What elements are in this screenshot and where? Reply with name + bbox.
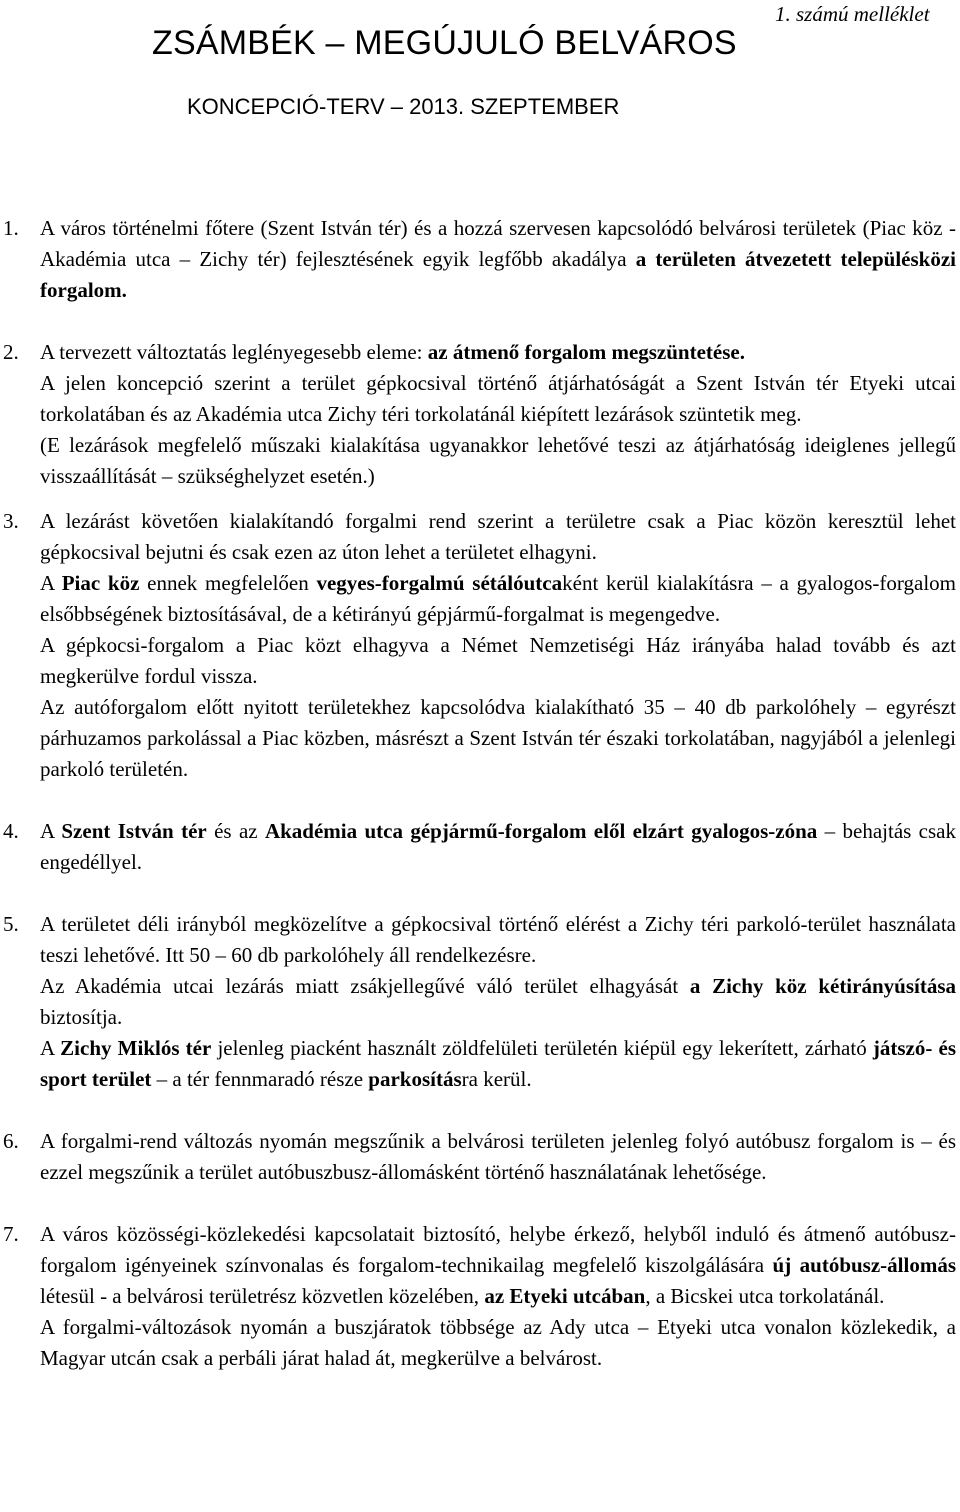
paragraph: A forgalmi-változások nyomán a buszjáratok többsége az Ady utca – Etyeki utca vonalon közlekedik, a Magyar utcán csak a perbáli járat halad át, megkerülve a belvárost.: [40, 1315, 956, 1370]
item-number: 6.: [3, 1129, 19, 1153]
page-title: ZSÁMBÉK – MEGÚJULÓ BELVÁROS: [152, 24, 737, 62]
paragraph: A Zichy Miklós tér jelenleg piacként használt zöldfelületi területén kiépül egy lekerített, zárható játszó- és sport terület – a tér fennmaradó része parkosításra kerül.: [40, 1036, 956, 1091]
paragraph: A város történelmi főtere (Szent István tér) és a hozzá szervesen kapcsolódó belvárosi területek (Piac köz - Akadémia utca – Zichy tér) fejlesztésének egyik legfőbb akadálya a területen átvezetett településközi forgalom.: [40, 216, 956, 302]
paragraph: A tervezett változtatás leglényegesebb eleme: az átmenő forgalom megszüntetése.: [40, 340, 745, 364]
list-item-3: [0, 506, 960, 785]
paragraph: A területet déli irányból megközelítve a gépkocsival történő elérést a Zichy téri parkoló-terület használata teszi lehetővé. Itt 50 – 60 db parkolóhely áll rendelkezésre.: [40, 912, 956, 967]
emphasis: az átmenő forgalom megszüntetése.: [427, 340, 745, 364]
item-number: 4.: [3, 819, 19, 843]
list-item-2: [0, 337, 960, 492]
paragraph: A forgalmi-rend változás nyomán megszűnik a belvárosi területen jelenleg folyó autóbusz forgalom is – és ezzel megszűnik a terület autóbuszbusz-állomásként történő használatának lehetősége.: [40, 1129, 956, 1184]
page-subtitle: KONCEPCIÓ-TERV – 2013. SZEPTEMBER: [187, 94, 620, 119]
list-item-6: [0, 1126, 960, 1188]
item-number: 3.: [3, 509, 19, 533]
item-number: 2.: [3, 340, 19, 364]
document-body: [0, 213, 960, 1374]
item-number: 1.: [3, 216, 19, 240]
annex-label: 1. számú melléklet: [775, 2, 930, 26]
list-item-1: [0, 213, 960, 306]
item-number: 5.: [3, 912, 19, 936]
paragraph: A Szent István tér és az Akadémia utca gépjármű-forgalom elől elzárt gyalogos-zóna – behajtás csak engedéllyel.: [40, 819, 956, 874]
paragraph: A Piac köz ennek megfelelően vegyes-forgalmú sétálóutcaként kerül kialakításra – a gyalogos-forgalom elsőbbségének biztosításával, de a kétirányú gépjármű-forgalmat is megengedve.: [40, 571, 956, 626]
paragraph: Az autóforgalom előtt nyitott területekhez kapcsolódva kialakítható 35 – 40 db parkolóhely – egyrészt párhuzamos parkolással a Piac közben, másrészt a Szent István tér északi torkolatában, nagyjából a jelenlegi parkoló területén.: [40, 695, 956, 781]
paragraph: A város közösségi-közlekedési kapcsolatait biztosító, helybe érkező, helyből induló és átmenő autóbusz-forgalom igényeinek színvonalas és forgalom-technikailag megfelelő kiszolgálására új autóbusz-állomás létesül - a belvárosi területrész közvetlen közelében, az Etyeki utcában, a Bicskei utca torkolatánál.: [40, 1222, 956, 1308]
item-number: 7.: [3, 1222, 19, 1246]
paragraph: A lezárást követően kialakítandó forgalmi rend szerint a területre csak a Piac közön keresztül lehet gépkocsival bejutni és csak ezen az úton lehet a területet elhagyni.: [40, 509, 956, 564]
emphasis: a területen átvezetett településközi forgalom.: [40, 247, 956, 302]
list-item-4: [0, 816, 960, 878]
list-item-5: [0, 909, 960, 1095]
paragraph: A jelen koncepció szerint a terület gépkocsival történő átjárhatóságát a Szent István tér Etyeki utcai torkolatában és az Akadémia utca Zichy téri torkolatánál kiépített lezárások szüntetik meg.: [40, 371, 956, 426]
list-item-7: [0, 1219, 960, 1374]
paragraph: A gépkocsi-forgalom a Piac közt elhagyva a Német Nemzetiségi Ház irányába halad tovább és azt megkerülve fordul vissza.: [40, 633, 956, 688]
paragraph: Az Akadémia utcai lezárás miatt zsákjellegűvé váló terület elhagyását a Zichy köz kétirányúsítása biztosítja.: [40, 974, 956, 1029]
paragraph: (E lezárások megfelelő műszaki kialakítása ugyanakkor lehetővé teszi az átjárhatóság ideiglenes jellegű visszaállítását – szükséghelyzet esetén.): [40, 433, 956, 488]
